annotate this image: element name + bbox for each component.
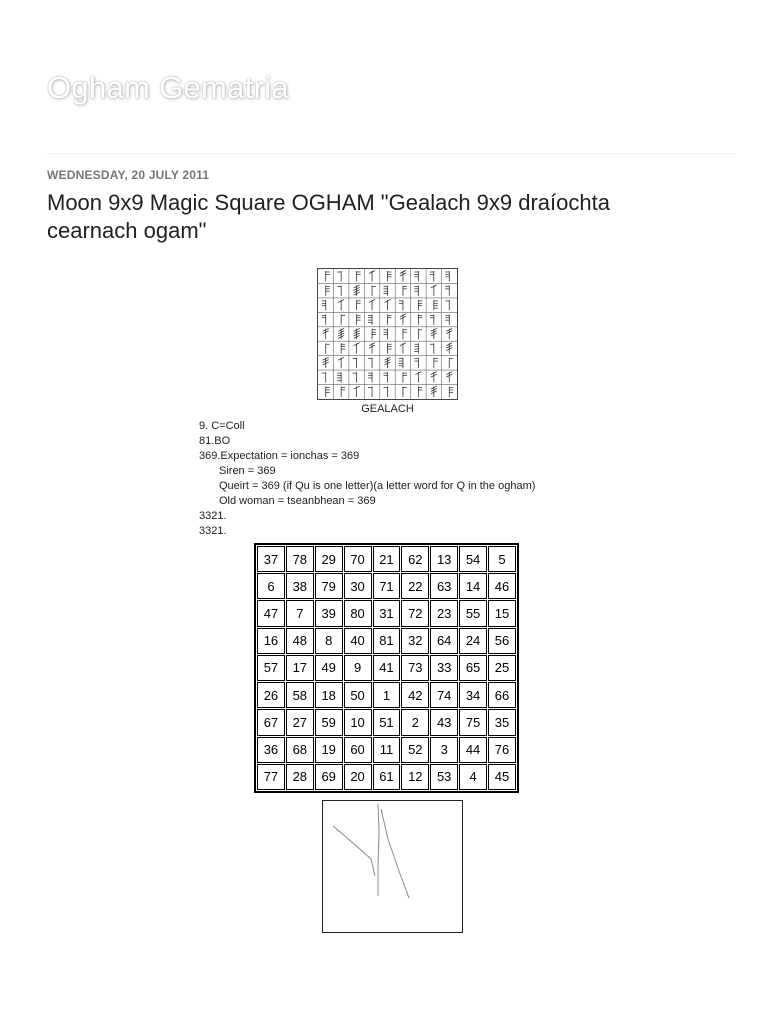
magic-square-cell: 68 xyxy=(286,737,314,763)
magic-square-cell: 78 xyxy=(286,546,314,572)
magic-square-cell: 4 xyxy=(459,764,487,790)
magic-square-cell: 36 xyxy=(257,737,285,763)
magic-square-cell: 5 xyxy=(488,546,516,572)
magic-square-cell: 51 xyxy=(373,709,401,735)
magic-square-cell: 52 xyxy=(401,737,429,763)
magic-square-cell: 37 xyxy=(257,546,285,572)
magic-square-cell: 14 xyxy=(459,573,487,599)
magic-square-cell: 18 xyxy=(315,682,343,708)
magic-square-cell: 20 xyxy=(344,764,372,790)
magic-square-cell: 47 xyxy=(257,600,285,626)
magic-square-cell: 7 xyxy=(286,600,314,626)
magic-square-cell: 6 xyxy=(257,573,285,599)
magic-square-cell: 61 xyxy=(373,764,401,790)
note-line: Old woman = tseanbhean = 369 xyxy=(219,495,376,507)
magic-square-row xyxy=(257,546,516,572)
note-line: Queirt = 369 (if Qu is one letter)(a letter word for Q in the ogham) xyxy=(219,480,536,492)
magic-square-row xyxy=(257,682,516,708)
magic-square-cell: 11 xyxy=(373,737,401,763)
magic-square-row xyxy=(257,628,516,654)
magic-square-cell: 33 xyxy=(430,655,458,681)
magic-square-cell: 67 xyxy=(257,709,285,735)
magic-square-cell: 9 xyxy=(344,655,372,681)
magic-square-row xyxy=(257,600,516,626)
magic-square-cell: 40 xyxy=(344,628,372,654)
magic-square-cell: 72 xyxy=(401,600,429,626)
note-line: Siren = 369 xyxy=(219,465,276,477)
magic-square-row xyxy=(257,655,516,681)
magic-square-cell: 76 xyxy=(488,737,516,763)
magic-square-cell: 50 xyxy=(344,682,372,708)
note-line: 9. C=Coll xyxy=(199,420,245,432)
note-line: 369.Expectation = ionchas = 369 xyxy=(199,450,360,462)
magic-square-cell: 54 xyxy=(459,546,487,572)
magic-square-cell: 80 xyxy=(344,600,372,626)
magic-square-cell: 27 xyxy=(286,709,314,735)
magic-square-cell: 45 xyxy=(488,764,516,790)
magic-square-cell: 21 xyxy=(373,546,401,572)
ogham-image-caption: GEALACH xyxy=(361,403,414,415)
magic-square-cell: 41 xyxy=(373,655,401,681)
magic-square-cell: 13 xyxy=(430,546,458,572)
magic-square-cell: 15 xyxy=(488,600,516,626)
magic-square-cell: 49 xyxy=(315,655,343,681)
magic-square-cell: 63 xyxy=(430,573,458,599)
magic-square-cell: 57 xyxy=(257,655,285,681)
note-line: 81.BO xyxy=(199,435,231,447)
magic-square-cell: 35 xyxy=(488,709,516,735)
magic-square-row xyxy=(257,737,516,763)
magic-square-cell: 70 xyxy=(344,546,372,572)
magic-square-cell: 79 xyxy=(315,573,343,599)
ogham-sketch-drawing xyxy=(323,801,462,932)
magic-square-cell: 73 xyxy=(401,655,429,681)
magic-square-cell: 56 xyxy=(488,628,516,654)
magic-square-cell: 12 xyxy=(401,764,429,790)
magic-square-cell: 59 xyxy=(315,709,343,735)
post-date: WEDNESDAY, 20 JULY 2011 xyxy=(47,168,210,182)
magic-square-cell: 29 xyxy=(315,546,343,572)
magic-square-cell: 3 xyxy=(430,737,458,763)
magic-square-cell: 16 xyxy=(257,628,285,654)
ogham-magic-square-image xyxy=(317,268,458,400)
ogham-sketch-image xyxy=(322,800,463,933)
magic-square-cell: 22 xyxy=(401,573,429,599)
magic-square-cell: 62 xyxy=(401,546,429,572)
magic-square-cell: 24 xyxy=(459,628,487,654)
ogham-grid-drawing xyxy=(318,269,457,399)
magic-square-cell: 66 xyxy=(488,682,516,708)
magic-square-cell: 23 xyxy=(430,600,458,626)
magic-square-cell: 65 xyxy=(459,655,487,681)
magic-square-cell: 1 xyxy=(373,682,401,708)
magic-square-cell: 32 xyxy=(401,628,429,654)
magic-square-cell: 48 xyxy=(286,628,314,654)
magic-square-row xyxy=(257,709,516,735)
magic-square-cell: 44 xyxy=(459,737,487,763)
magic-square-cell: 42 xyxy=(401,682,429,708)
magic-square-cell: 34 xyxy=(459,682,487,708)
magic-square-cell: 77 xyxy=(257,764,285,790)
magic-square-cell: 26 xyxy=(257,682,285,708)
magic-square-cell: 30 xyxy=(344,573,372,599)
magic-square-cell: 8 xyxy=(315,628,343,654)
magic-square-cell: 10 xyxy=(344,709,372,735)
magic-square-cell: 2 xyxy=(401,709,429,735)
magic-square-cell: 71 xyxy=(373,573,401,599)
magic-square-row xyxy=(257,764,516,790)
magic-square-cell: 75 xyxy=(459,709,487,735)
magic-square-table xyxy=(254,543,519,793)
note-line: 3321. xyxy=(199,525,227,537)
magic-square-row xyxy=(257,573,516,599)
magic-square-cell: 39 xyxy=(315,600,343,626)
magic-square-cell: 43 xyxy=(430,709,458,735)
magic-square-cell: 28 xyxy=(286,764,314,790)
magic-square-cell: 19 xyxy=(315,737,343,763)
magic-square-cell: 74 xyxy=(430,682,458,708)
post-title[interactable]: Moon 9x9 Magic Square OGHAM "Gealach 9x9 draíochta cearnach ogam" xyxy=(47,190,610,243)
magic-square-cell: 64 xyxy=(430,628,458,654)
magic-square-cell: 38 xyxy=(286,573,314,599)
magic-square-cell: 25 xyxy=(488,655,516,681)
magic-square-cell: 53 xyxy=(430,764,458,790)
magic-square-cell: 69 xyxy=(315,764,343,790)
magic-square-cell: 81 xyxy=(373,628,401,654)
magic-square-cell: 31 xyxy=(373,600,401,626)
magic-square-cell: 17 xyxy=(286,655,314,681)
magic-square-cell: 55 xyxy=(459,600,487,626)
header-divider xyxy=(46,153,736,154)
note-line: 3321. xyxy=(199,510,227,522)
magic-square-cell: 46 xyxy=(488,573,516,599)
magic-square-cell: 58 xyxy=(286,682,314,708)
blog-title[interactable]: Ogham Gematria xyxy=(47,70,289,105)
magic-square-cell: 60 xyxy=(344,737,372,763)
